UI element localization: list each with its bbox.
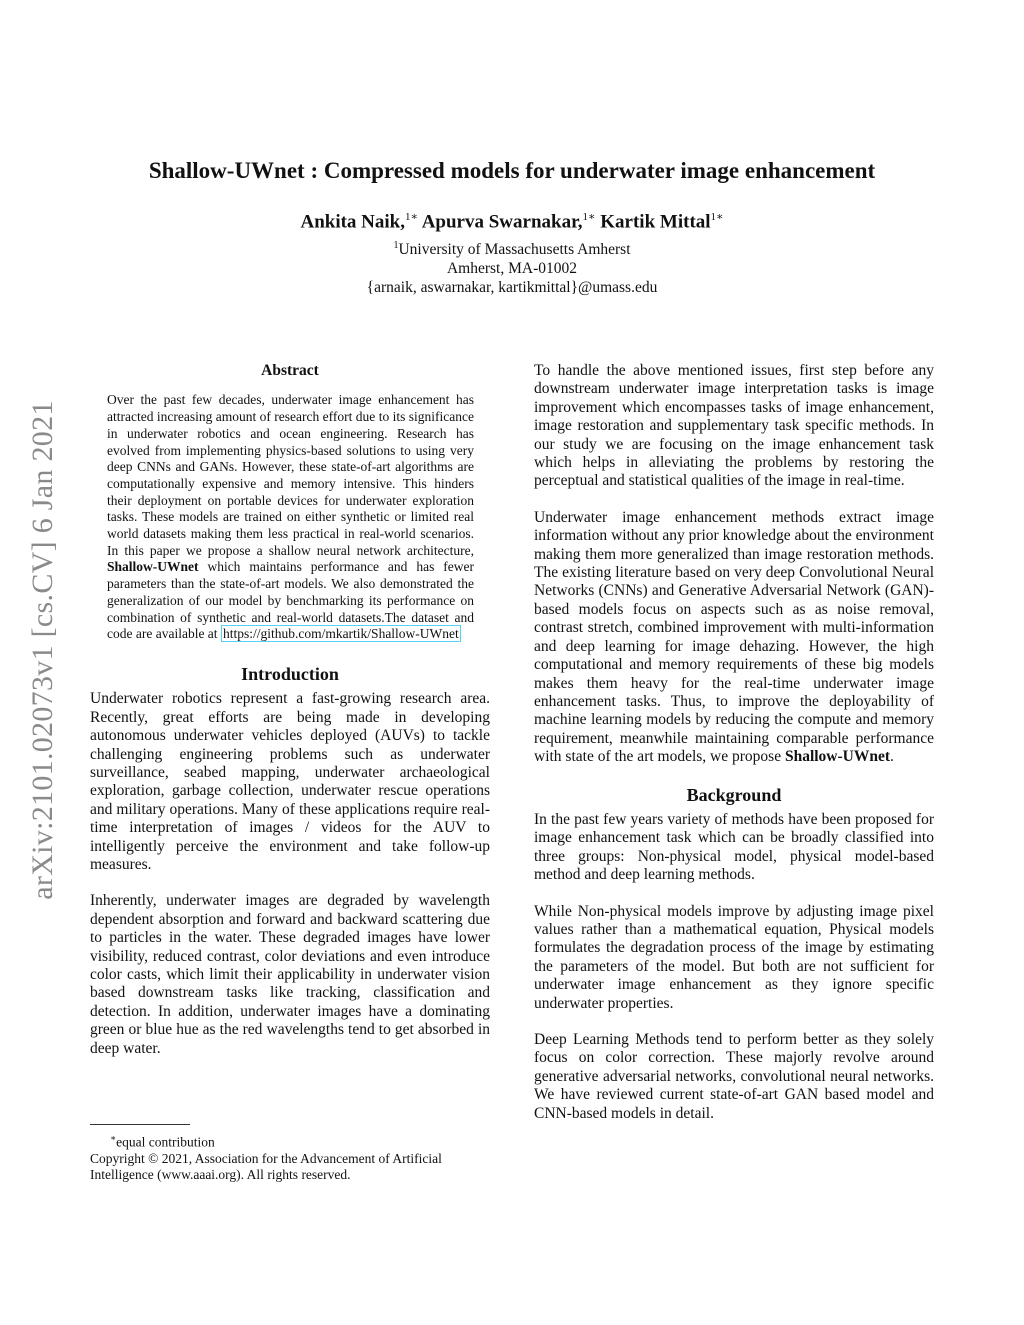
background-heading: Background xyxy=(686,784,782,805)
left-column xyxy=(90,362,490,1058)
model-name-bold: Shallow-UWnet xyxy=(784,748,891,766)
copyright-notice: Copyright © 2021, Association for the Advancement of Artificial Intelligence (www.aaai.org). All rights reserved. xyxy=(90,1150,442,1182)
footnote-rule xyxy=(90,1124,190,1125)
background-paragraph: Deep Learning Methods tend to perform better as they solely focus on color correction. These majorly revolve around generative adversarial networks, convolutional neural networks. We have reviewed current state-of-art GAN based model and CNN-based models in detail. xyxy=(534,1031,934,1122)
paragraph-end-punctuation: . xyxy=(890,748,894,766)
abstract-body xyxy=(107,392,474,643)
introduction-heading: Introduction xyxy=(241,663,339,684)
abstract-model-name: Shallow-UWnet xyxy=(107,559,199,575)
footnote-block xyxy=(90,1124,490,1183)
abstract-heading: Abstract xyxy=(261,362,319,379)
footnote-equal-contribution: equal contribution xyxy=(116,1134,215,1150)
footnote-mark: ∗ xyxy=(110,1133,117,1143)
introduction-paragraph: Inherently, underwater images are degraded by wavelength dependent absorption and forward and backward scattering due to particles in the water. These degraded images have lower visibility, reduced contrast, color deviations and even introduce color casts, which limit their applicability in underwater vision based downstream tasks like tracking, classification and detection. In addition, underwater images have a dominating green or blue hue as the red wavelengths tend to get absorbed in deep water. xyxy=(90,892,490,1057)
affiliation-block xyxy=(0,236,1024,297)
author-affiliation-mark: 1∗ xyxy=(405,211,418,223)
paper-title: Shallow-UWnet : Compressed models for underwater image enhancement xyxy=(148,158,876,183)
arxiv-identifier-stamp xyxy=(24,370,62,930)
background-paragraph: While Non-physical models improve by adjusting image pixel values rather than a mathematical equation, Physical models formulates the degradation process of the image by estimating the parameters of the model. But both are not sufficient for underwater image enhancement as they ignore specific underwater properties. xyxy=(534,902,934,1012)
arxiv-identifier-text: arXiv:2101.02073v1 [cs.CV] 6 Jan 2021 xyxy=(26,400,59,900)
author-affiliation-mark: 1∗ xyxy=(710,211,724,223)
affiliation-city: Amherst, MA-01002 xyxy=(446,260,578,278)
abstract-text: Over the past few decades, underwater image enhancement has attracted increasing amount of research effort due to its significance in underwater robotics and ocean engineering. Research has evolved from implementing physics-based solutions to using very deep CNNs and GANs. However, these state-of-art algorithms are computationally expensive and memory intensive. This hinders their deployment on portable devices for underwater exploration tasks. These models are trained on either synthetic or limited real world datasets making them less practical in real-world scenarios. In this paper we propose a shallow neural network architecture, xyxy=(107,392,474,558)
body-paragraph xyxy=(534,509,934,767)
right-column xyxy=(534,362,934,1123)
affiliation-emails: {arnaik, aswarnakar, kartikmittal}@umass.edu xyxy=(366,279,658,297)
code-repository-link[interactable]: https://github.com/mkartik/Shallow-UWnet xyxy=(222,626,459,642)
body-paragraph: To handle the above mentioned issues, first step before any downstream underwater image interpretation tasks is image improvement which encompasses tasks of image enhancement, image restoration and supplementary task specific methods. In our study we are focusing on the image enhancement task which helps in alleviating the problems by restoring the perceptual and statistical qualities of the image in real-time. xyxy=(534,362,934,490)
abstract-text-continued: which maintains performance and has fewer parameters than the state-of-art models. We also demonstrated the generalization of our model by benchmarking its performance on combination of synthetic and real-world datasets.The dataset and code are available at xyxy=(107,559,474,642)
body-paragraph-text: Underwater image enhancement methods extract image information without any prior knowledge about the environment making them more generalized than image restoration methods. The existing literature based on very deep Convolutional Neural Networks (CNNs) and Generative Adversarial Network (GAN)-based models focus on aspects such as as noise removal, contrast stretch, combined improvement with multi-information and deep learning for image dehazing. However, the high computational and memory requirements of these big models makes them heavy for the real-time underwater image enhancement tasks. Thus, to improve the deployability of machine learning models by reducing the compute and memory requirement, meanwhile maintaining comparable performance with state of the art models, we propose xyxy=(534,508,934,766)
author-name: Ankita Naik, xyxy=(300,211,405,233)
affiliation-mark: 1 xyxy=(393,240,399,251)
background-paragraph: In the past few years variety of methods have been proposed for image enhancement task which can be broadly classified into three groups: Non-physical model, physical model-based method and deep learning methods. xyxy=(534,810,934,884)
author-affiliation-mark: 1∗ xyxy=(582,211,596,223)
introduction-paragraph: Underwater robotics represent a fast-growing research area. Recently, great efforts are being made in developing autonomous underwater vehicles deployed (AUVs) to tackle challenging engineering problems such as underwater surveillance, seabed mapping, underwater archaeological exploration, garbage collection, underwater rescue operations and military operations. Many of these applications require real-time interpretation of images / videos for the AUV to intelligently perceive the environment and take follow-up measures. xyxy=(90,690,490,874)
author-name: Kartik Mittal xyxy=(600,211,711,233)
author-list xyxy=(0,210,1024,233)
affiliation-university: University of Massachusetts Amherst xyxy=(398,241,631,259)
author-name: Apurva Swarnakar, xyxy=(421,211,583,233)
